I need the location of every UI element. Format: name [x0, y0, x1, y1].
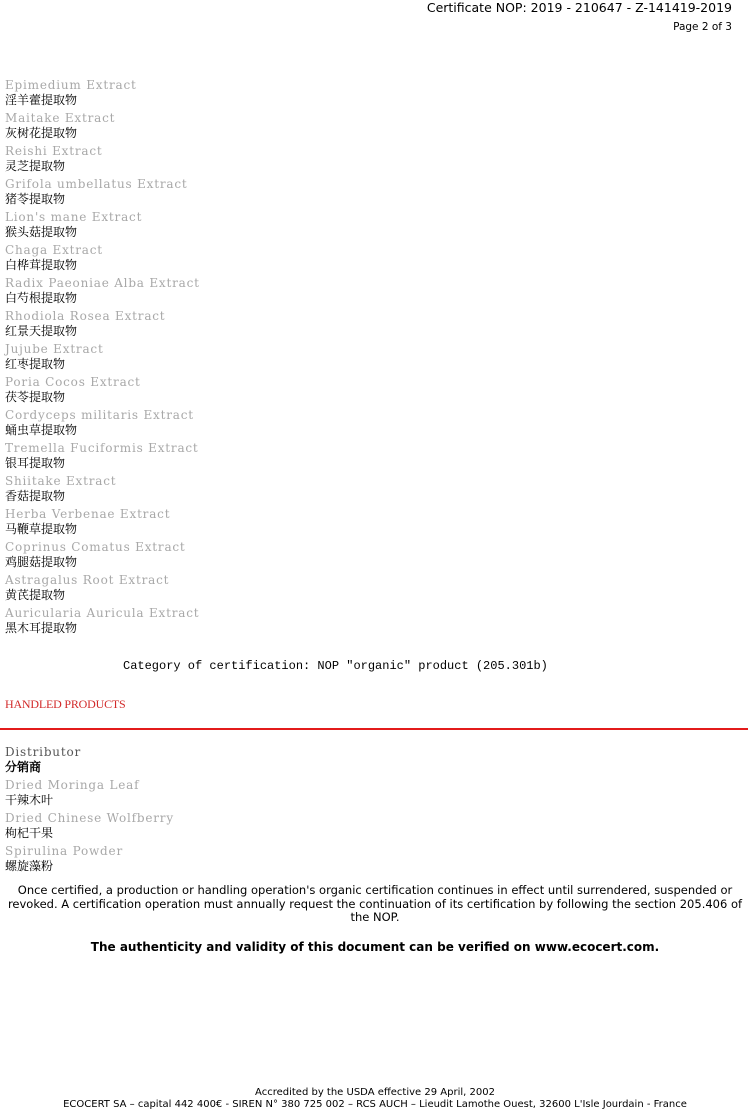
product-name-en: Poria Cocos Extract [5, 375, 141, 389]
role-name-zh: 分销商 [5, 760, 42, 774]
product-name-zh: 白桦茸提取物 [5, 258, 78, 272]
product-name-zh: 香菇提取物 [5, 489, 66, 503]
product-item [5, 507, 200, 540]
product-name-en: Rhodiola Rosea Extract [5, 309, 166, 323]
product-name-zh: 鸡腿菇提取物 [5, 555, 78, 569]
certification-notice: Once certified, a production or handling operation's organic certification continues in effect until surrendered, suspended or revoked. A certification operation must annually request the continuation of its certification by following the section 205.406 of the NOP. [7, 883, 743, 924]
product-name-en: Astragalus Root Extract [5, 573, 170, 587]
product-item [5, 177, 200, 210]
product-name-zh: 白芍根提取物 [5, 291, 78, 305]
product-name-en: Epimedium Extract [5, 78, 137, 92]
product-item [5, 111, 200, 144]
role-name-en: Distributor [5, 745, 82, 759]
certification-category: Category of certification: NOP "organic" product (205.301b) [123, 659, 548, 673]
product-item [5, 210, 200, 243]
footer-company-info: ECOCERT SA – capital 442 400€ - SIREN N° 380 725 002 – RCS AUCH – Lieudit Lamothe Ouest, 32600 L'Isle Jourdain - France [63, 1099, 687, 1110]
handled-product-item [5, 811, 174, 844]
product-item [5, 573, 200, 606]
product-name-en: Herba Verbenae Extract [5, 507, 171, 521]
handled-product-item [5, 778, 174, 811]
product-item [5, 342, 200, 375]
footer [0, 1087, 750, 1111]
product-item [5, 540, 200, 573]
product-name-en: Jujube Extract [5, 342, 104, 356]
product-name-en: Reishi Extract [5, 144, 103, 158]
product-name-zh: 灵芝提取物 [5, 159, 66, 173]
product-name-zh: 红枣提取物 [5, 357, 66, 371]
product-name-zh: 干辣木叶 [5, 793, 54, 807]
product-name-en: Radix Paeoniae Alba Extract [5, 276, 200, 290]
product-name-en: Coprinus Comatus Extract [5, 540, 186, 554]
handler-role [5, 745, 174, 778]
handled-product-item [5, 844, 174, 877]
footer-accreditation: Accredited by the USDA effective 29 April, 2002 [255, 1087, 495, 1098]
product-name-en: Shiitake Extract [5, 474, 117, 488]
product-name-zh: 黄芪提取物 [5, 588, 66, 602]
handled-products-list [5, 745, 174, 877]
product-name-zh: 螺旋藻粉 [5, 859, 54, 873]
product-name-en: Chaga Extract [5, 243, 103, 257]
page-number: Page 2 of 3 [673, 21, 732, 33]
product-item [5, 606, 200, 639]
product-name-zh: 灰树花提取物 [5, 126, 78, 140]
certificate-number: Certificate NOP: 2019 - 210647 - Z-141419-2019 [426, 0, 732, 15]
product-name-zh: 马鞭草提取物 [5, 522, 78, 536]
product-item [5, 474, 200, 507]
product-name-en: Spirulina Powder [5, 844, 123, 858]
verification-statement: The authenticity and validity of this document can be verified on www.ecocert.com. [90, 940, 660, 954]
product-name-en: Dried Moringa Leaf [5, 778, 140, 792]
product-item [5, 144, 200, 177]
product-name-zh: 蛹虫草提取物 [5, 423, 78, 437]
product-name-zh: 银耳提取物 [5, 456, 66, 470]
product-name-zh: 猴头菇提取物 [5, 225, 78, 239]
product-name-en: Tremella Fuciformis Extract [5, 441, 199, 455]
product-item [5, 375, 200, 408]
product-name-zh: 猪苓提取物 [5, 192, 66, 206]
product-name-en: Auricularia Auricula Extract [5, 606, 200, 620]
product-name-zh: 黑木耳提取物 [5, 621, 78, 635]
product-name-en: Dried Chinese Wolfberry [5, 811, 174, 825]
product-name-zh: 红景天提取物 [5, 324, 78, 338]
product-name-zh: 茯苓提取物 [5, 390, 66, 404]
product-item [5, 408, 200, 441]
product-item [5, 243, 200, 276]
product-name-zh: 淫羊藿提取物 [5, 93, 78, 107]
product-item [5, 309, 200, 342]
product-name-en: Maitake Extract [5, 111, 116, 125]
section-divider [0, 728, 748, 730]
product-list [5, 78, 200, 639]
product-name-en: Lion's mane Extract [5, 210, 143, 224]
product-name-en: Grifola umbellatus Extract [5, 177, 188, 191]
product-item [5, 441, 200, 474]
handled-products-title: HANDLED PRODUCTS [5, 697, 126, 711]
product-name-zh: 枸杞干果 [5, 826, 54, 840]
product-item [5, 276, 200, 309]
product-item [5, 78, 200, 111]
product-name-en: Cordyceps militaris Extract [5, 408, 194, 422]
